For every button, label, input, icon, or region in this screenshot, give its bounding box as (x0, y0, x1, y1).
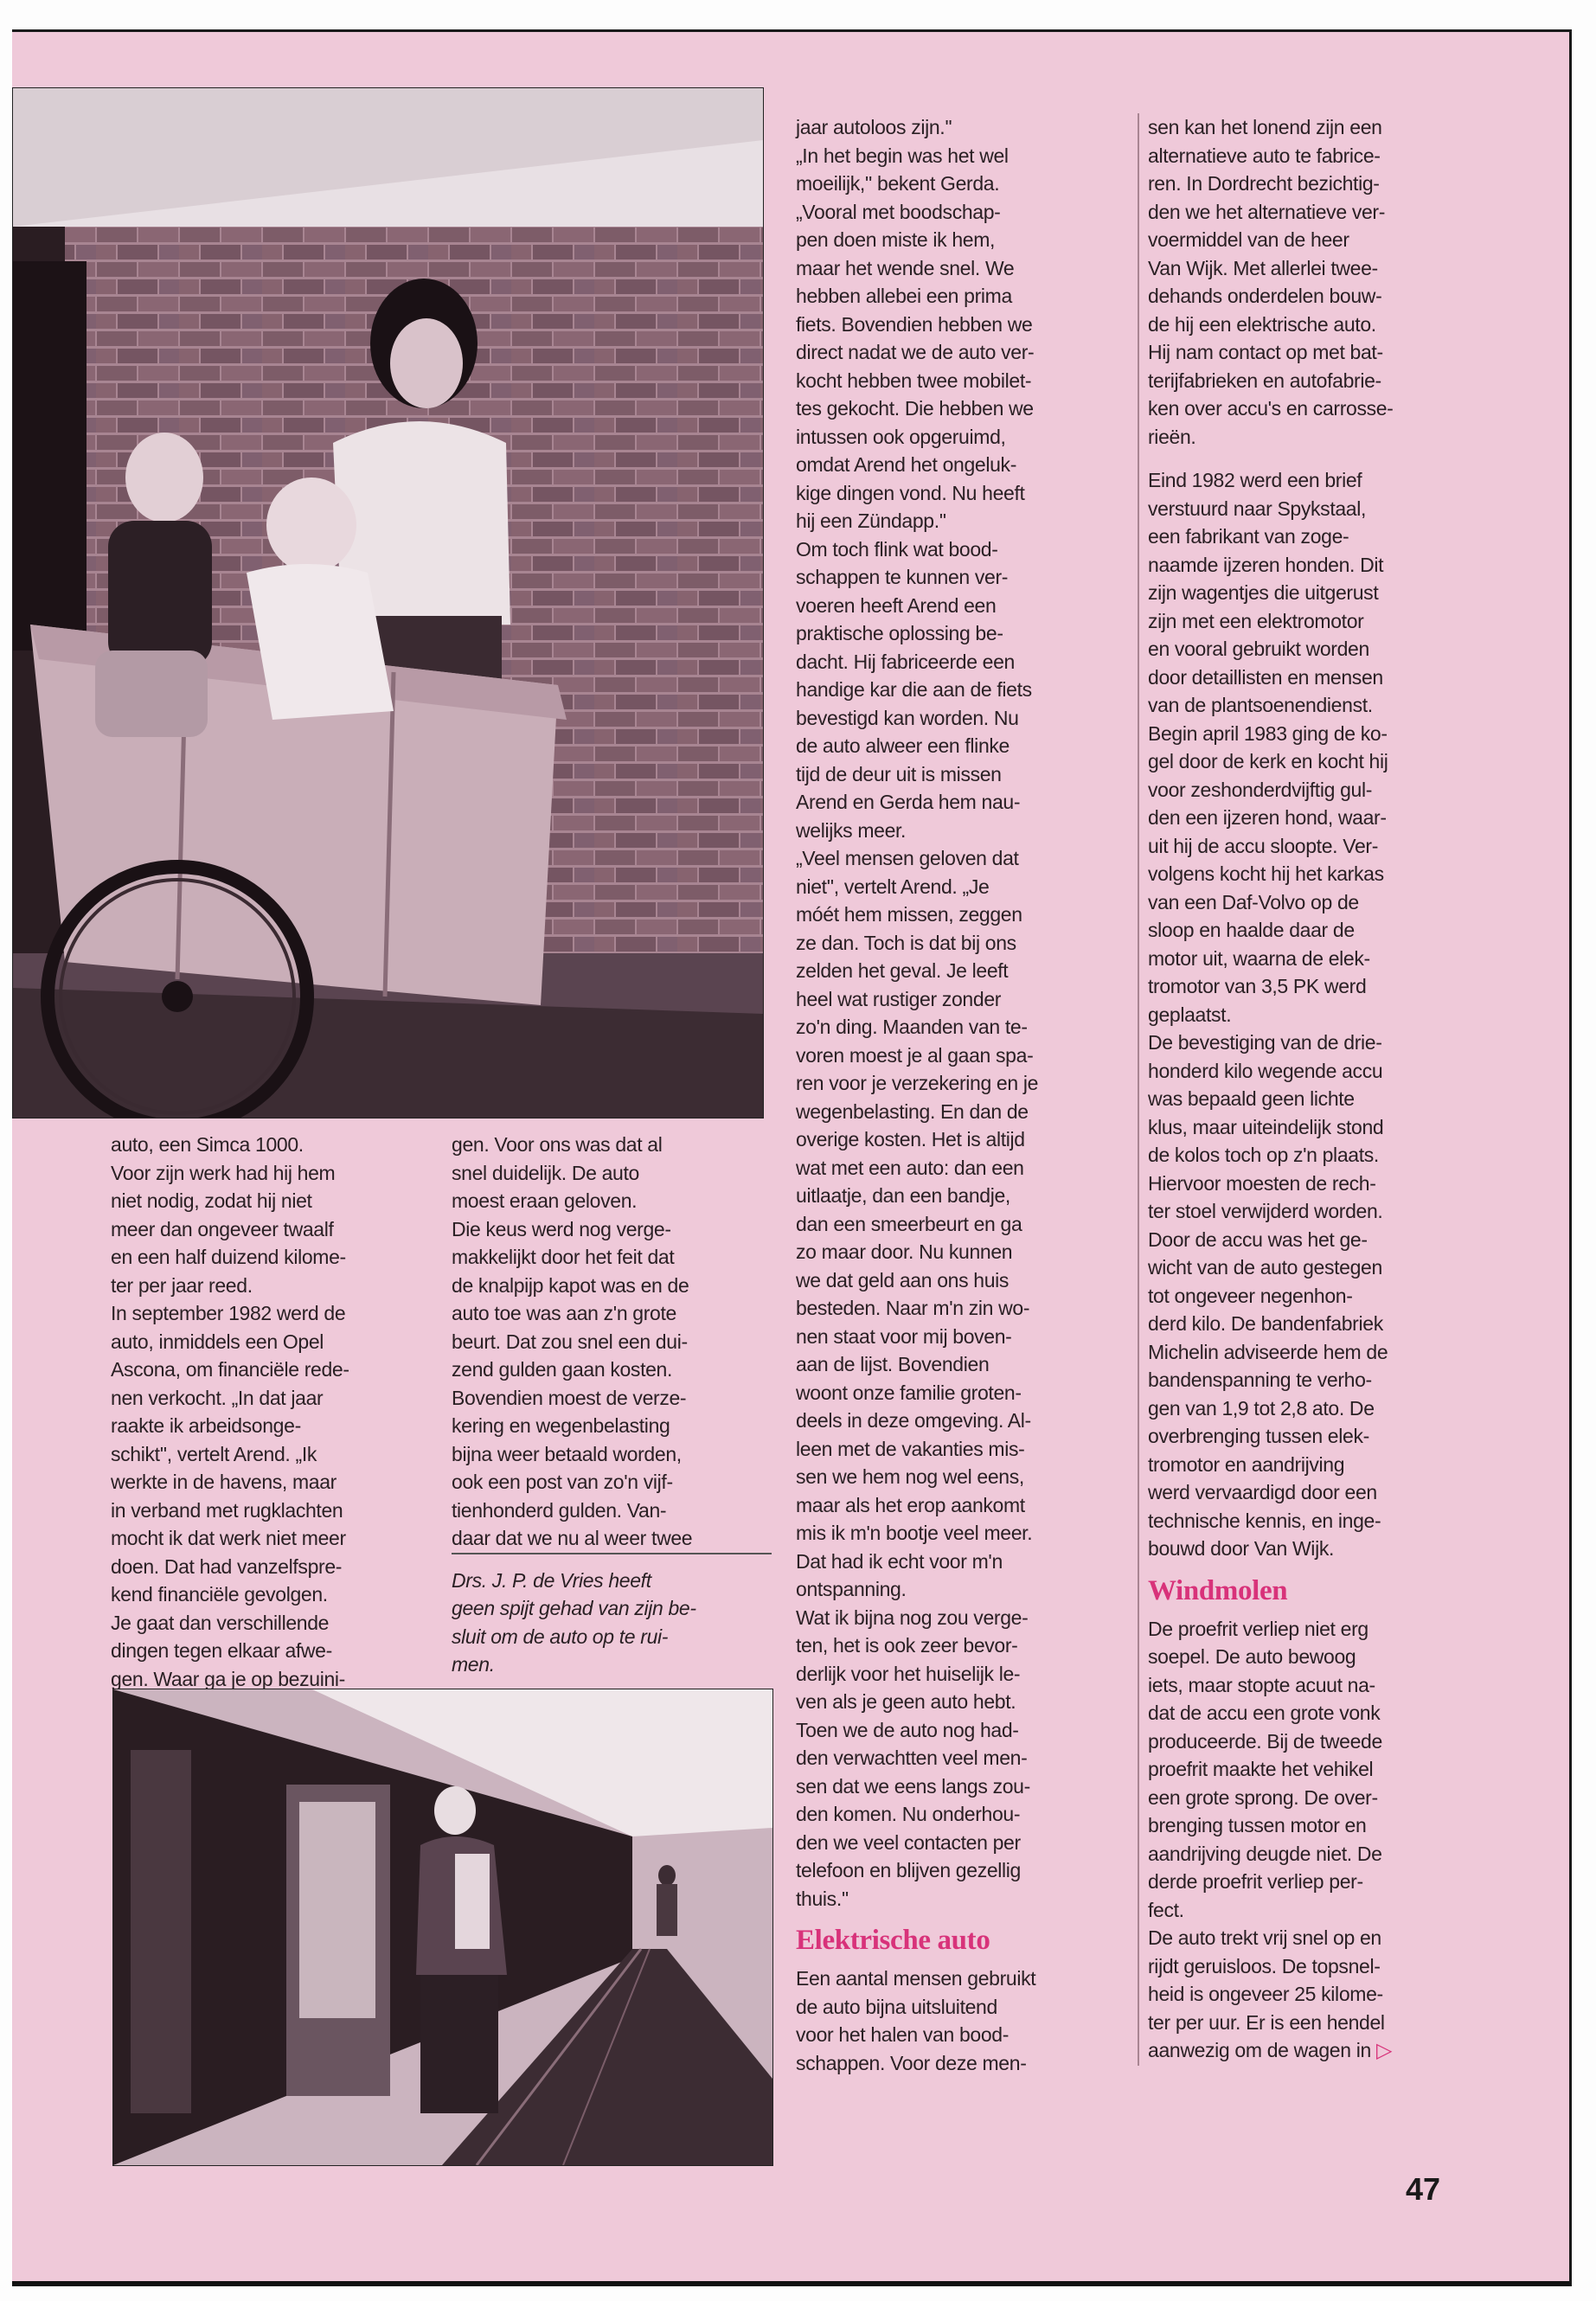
col2-paragraph-1: gen. Voor ons was dat al snel duidelijk. De auto moest eraan geloven. (452, 1133, 663, 1212)
magazine-page (12, 29, 1572, 2286)
col4-paragraph-2: Eind 1982 werd een brief verstuurd naar Spykstaal, een fabrikant van zoge- naamde ijzeren honden. Dit zijn wagentjes die uitgerust zijn met een elektromotor en vooral gebruikt worden door detaillisten en mensen van de plantsoenendienst. Begin april 1983 ging de ko- gel door de kerk en kocht hij voor zeshonderdvijftig gul- den een ijzeren hond, waar- uit hij de accu sloopte. Ver- volgens kocht hij het karkas van een Daf-Volvo op de sloop en haalde daar de motor uit, waarna de elek- tromotor van 3,5 PK werd geplaatst. (1148, 469, 1388, 1026)
col1-paragraph-2: In september 1982 werd de auto, inmiddels een Opel Ascona, om financiële rede- nen verkocht. „In dat jaar raakte ik arbeidsonge- schikt'', vertelt Arend. „Ik werkte in de havens, maar in verband met rugklachten mocht ik dat werk niet meer doen. Dat had vanzelfspre- kend financiële gevolgen. Je gaat dan verschillende dingen tegen elkaar afwe- gen. Waar ga je op bezuini- (111, 1302, 349, 1690)
col3-paragraph-1: jaar autoloos zijn.'' „In het begin was het wel moeilijk,'' bekent Gerda. „Vooral met boodschap- pen doen miste ik hem, maar het wende snel. We hebben allebei een prima fiets. Bovendien hebben we direct nadat we de auto ver- kocht hebben twee mobilet- tes gekocht. Die hebben we intussen ook opgeruimd, omdat Arend het ongeluk- kige dingen vond. Nu heeft hij een Zündapp.'' (796, 116, 1035, 532)
col4-paragraph-5 (1148, 1924, 1477, 2066)
train-platform-image (113, 1689, 772, 2165)
continue-arrow-icon: ▷ (1375, 2039, 1393, 2062)
col1-paragraph-1: auto, een Simca 1000. Voor zijn werk had hij hem niet nodig, zodat hij niet meer dan ongeveer twaalf en een half duizend kilome- ter per jaar reed. (111, 1133, 346, 1297)
photo-train-platform (112, 1689, 773, 2166)
heading-windmolen: Windmolen (1148, 1574, 1288, 1606)
col3-paragraph-2: Om toch flink wat bood- schappen te kunnen ver- voeren heeft Arend een praktische oplossing be- dacht. Hij fabriceerde een handige kar die aan de fiets bevestigd kan worden. Nu de auto alweer een flinke tijd de deur uit is missen Arend en Gerda hem nau- welijks meer. (796, 537, 1032, 842)
column-3 (796, 113, 1125, 2077)
col2-paragraph-2: Die keus werd nog verge- makkelijkt door het feit dat de knalpijp kapot was en de auto toe was aan z'n grote beurt. Dat zou snel een dui- zend gulden gaan kosten. Bovendien moest de verze- kering en wegenbelasting bijna weer betaald worden, ook een post van zo'n vijf- tienhonderd gulden. Van- daar dat we nu al weer twee (452, 1217, 693, 1549)
col4-paragraph-4: De proefrit verliep niet erg soepel. De auto bewoog iets, maar stopte acuut na- dat de accu een grote vonk produceerde. Bij de tweede proefrit maakte het vehikel een grote sprong. De over- brenging tussen motor en aandrijving deugde niet. De derde proefrit verliep per- fect. (1148, 1617, 1382, 1921)
page-number: 47 (1406, 2171, 1441, 2207)
column-4 (1138, 113, 1477, 2066)
column-2 (452, 1131, 772, 1679)
photo-caption: Drs. J. P. de Vries heeft geen spijt gehad van zijn be- sluit om de auto op te rui- men. (452, 1553, 772, 1679)
heading-elektrische-auto: Elektrische auto (796, 1925, 990, 1956)
col4-paragraph-5-text: De auto trekt vrij snel op en rijdt geruisloos. De topsnel- heid is ongeveer 25 kilome- ter per uur. Er is een hendel aanwezig om de wagen in (1148, 1926, 1385, 2061)
col4-paragraph-3: De bevestiging van de drie- honderd kilo wegende accu was bepaald geen lichte klus, maar uiteindelijk stond de kolos toch op z'n plaats. Hiervoor moesten de rech- ter stoel verwijderd worden. Door de accu was het ge- wicht van de auto gestegen tot ongeveer negenhon- derd kilo. De bandenfabriek Michelin adviseerde hem de bandenspanning te verho- gen van 1,9 tot 2,8 ato. De overbrenging tussen elek- tromotor en aandrijving werd vervaardigd door een technische kennis, en inge- bouwd door Van Wijk. (1148, 1031, 1388, 1560)
family-cart-image (13, 88, 763, 1118)
column-1 (111, 1131, 429, 1693)
col3-paragraph-3: „Veel mensen geloven dat niet'', vertelt Arend. „Je móét hem missen, zeggen ze dan. Toch is dat bij ons zelden het geval. Je leeft heel wat rustiger zonder zo'n ding. Maanden van te- voren moest je al gaan spa- ren voor je verzekering en je wegenbelasting. En dan de overige kosten. Het is altijd wat met een auto: dan een uitlaatje, dan een bandje, dan een smeerbeurt en ga zo maar door. Nu kunnen we dat geld aan ons huis besteden. Naar m'n zin wo- nen staat voor mij boven- aan de lijst. Bovendien woont onze familie groten- deels in deze omgeving. Al- leen met de vakanties mis- sen we hem nog wel eens, maar als het erop aankomt mis ik m'n bootje veel meer. Dat had ik echt voor m'n ontspanning. (796, 847, 1039, 1600)
col4-paragraph-1: sen kan het lonend zijn een alternatieve auto te fabrice- ren. In Dordrecht bezichtig- den we het alternatieve ver- voermiddel van de heer Van Wijk. Met allerlei twee- dehands onderdelen bouw- de hij een elektrische auto. Hij nam contact op met bat- terijfabrieken en autofabrie- ken over accu's en carrosse- rieën. (1148, 116, 1394, 448)
photo-family-cargo-cart (12, 87, 764, 1118)
col3-paragraph-4: Wat ik bijna nog zou verge- ten, het is ook zeer bevor- derlijk voor het huiselijk le- ven als je geen auto hebt. Toen we de auto nog had- den verwachtten veel men- sen dat we eens langs zou- den komen. Nu onderhou- den we veel contacten per telefoon en blijven gezellig thuis.'' (796, 1606, 1030, 1910)
col3-paragraph-5: Een aantal mensen gebruikt de auto bijna uitsluitend voor het halen van bood- schappen. Voor deze men- (796, 1967, 1036, 2074)
